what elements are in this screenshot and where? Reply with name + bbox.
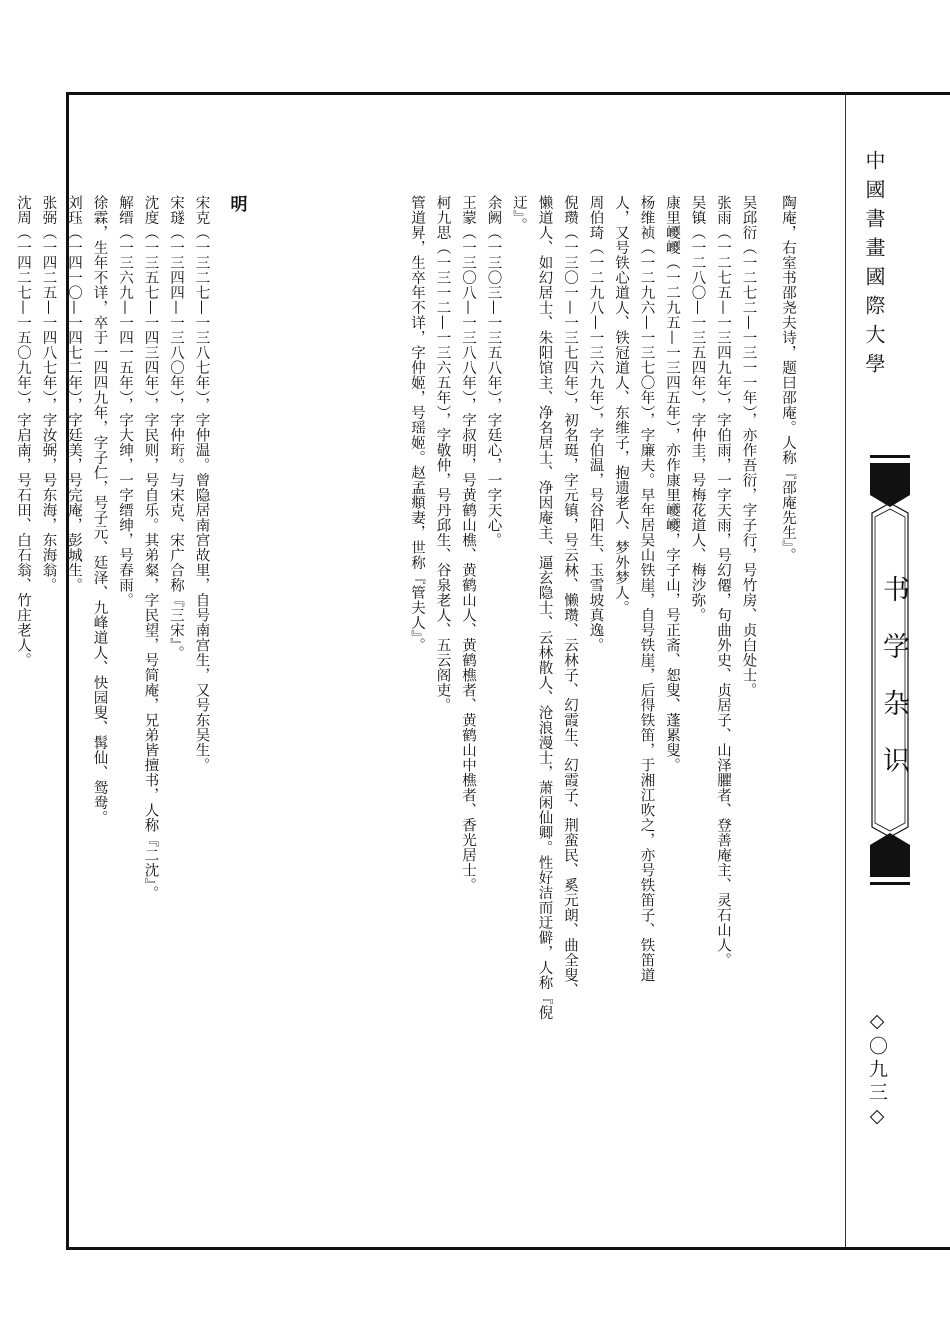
- text-line: 解缙（一三六九—一四一五年），字大绅，一字缙绅，号春雨。: [117, 195, 133, 608]
- text-line: 吴邱衍（一二七二—一三一一年），亦作吾衍，字子行，号竹房、贞白处士。: [740, 195, 757, 698]
- text-line: 沈周（一四二七—一五〇九年），字启南，号石田、白石翁、竹庄老人。: [15, 195, 31, 668]
- section-heading: 明: [226, 195, 247, 213]
- text-line: 陶庵，右室书邵尧夫诗，题曰邵庵。人称『邵庵先生』。: [780, 195, 796, 563]
- text-line: 人，又号铁心道人、铁冠道人、东维子，抱遗老人、梦外梦人。: [613, 195, 629, 615]
- text-line: 倪瓒（一三〇一—一三七四年），初名珽，字元镇，号云林、懒瓒、云林子、幻霞生、幻霞子、荆蛮民、奚元朗、曲全叟、: [562, 195, 578, 998]
- text-line: 懒道人、如幻居士、朱阳馆主、净名居士、净因庵主、逼玄隐士、云林散人、沧浪漫士，萧闲仙卿。性好洁而迂僻，人称『倪: [536, 195, 553, 1020]
- text-line: 王蒙（一三〇八—一三八八年），字叔明，号黄鹤山樵、黄鹤山人、黄鹤樵者、黄鹤山中樵者、香光居士。: [460, 195, 476, 893]
- text-line: 张雨（一二七五—一三四九年），字伯雨，一字天雨，号幻僊，句曲外史、贞居子、山泽臞者、登善庵主、灵石山人。: [715, 195, 731, 968]
- text-line: 吴镇（一二八〇—一三五四年），字仲圭，号梅花道人、梅沙弥。: [689, 195, 706, 623]
- text-line: 宋克（一三二七—一三八七年），字仲温。曾隐居南宫故里，自号南宫生，又号东吴生。: [193, 195, 210, 773]
- page-number: ◇〇九三◇: [866, 1010, 888, 1131]
- text-line: 杨维祯（一二九六—一三七〇年），字廉夫。早年居吴山铁崖，自号铁崖，后得铁笛，于湘江吹之，亦号铁笛子、铁笛道: [638, 195, 655, 983]
- text-line: 徐霖，生年不详，卒于一四四九年，字子仁，号子元、廷泽、九峰道人、快园叟、髯仙、鸳鸯。: [91, 195, 108, 825]
- text-line: 周伯琦（一二九八—一三六九年），字伯温，号谷阳生、玉雪坡真逸。: [587, 195, 604, 653]
- text-line: 宋璲（一三四四—一三八〇年），字仲珩。与宋克、宋广合称『三宋』。: [168, 195, 184, 661]
- series-title: 中國書畫國際大學: [862, 150, 886, 382]
- text-line: 管道昇，生卒年不详，字仲姬，号瑶姬。赵孟頫妻，世称『管夫人』。: [409, 195, 425, 653]
- text-line: 柯九思（一三一二—一三六五年），字敬仲，号丹邱生、谷泉老人、五云阁吏。: [434, 195, 451, 713]
- text-line: 张弼（一四二五—一四八七年），字汝弼，号东海，东海翁。: [40, 195, 57, 593]
- margin-divider: [845, 95, 846, 1247]
- body-text: [10, 195, 801, 1145]
- book-title: 书学杂识: [878, 575, 909, 803]
- text-line: 迂』。: [511, 195, 527, 233]
- text-line: 沈度（一三五七—一四三四年），字民则，号自乐。其弟粲，字民望，号简庵，兄弟皆擅书，人称『二沈』。: [142, 195, 159, 901]
- text-line: 刘珏（一四一〇—一四七二年），字廷美，号完庵，彭城生。: [66, 195, 82, 593]
- text-line: 康里巎巎（一二九五—一三四五年），亦作康里巙巙，字子山，号正斋、恕叟、蓬累叟。: [664, 195, 680, 773]
- text-line: 余阙（一三〇三—一三五八年），字廷心，一字天心。: [485, 195, 502, 548]
